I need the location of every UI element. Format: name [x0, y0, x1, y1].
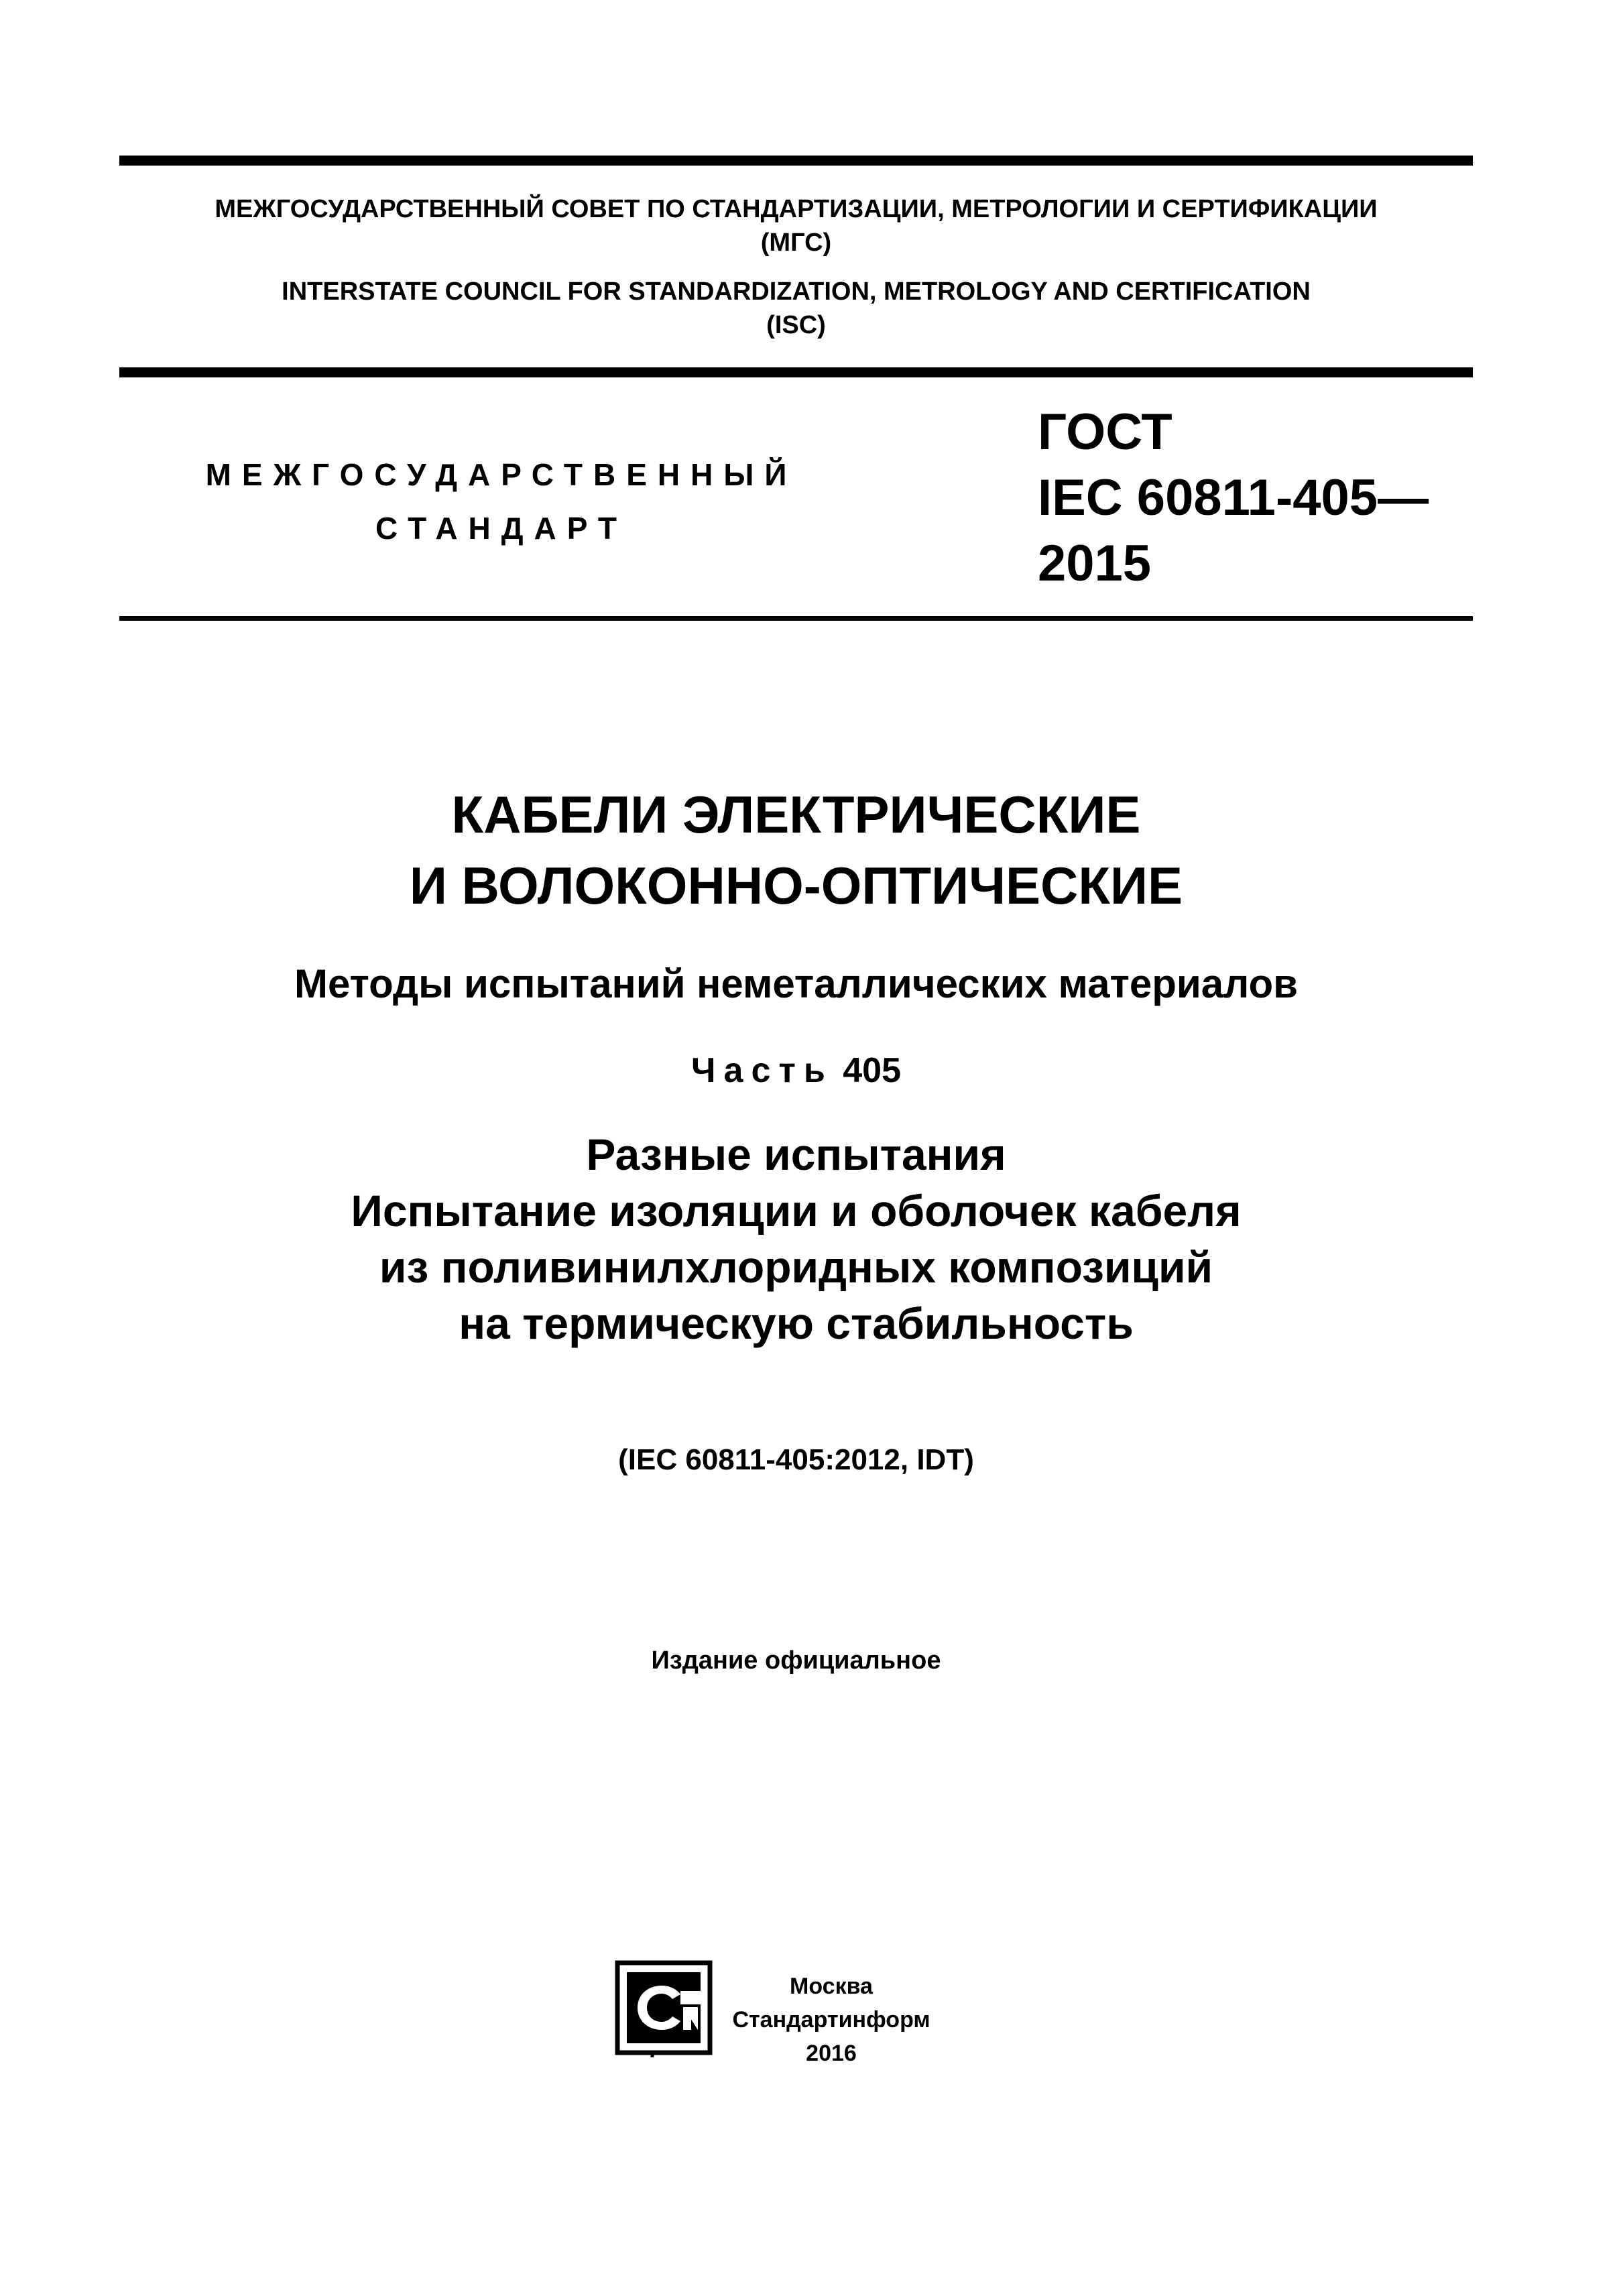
council-name-ru	[119, 192, 1473, 259]
middle-rule	[119, 367, 1473, 377]
standard-designation	[1038, 400, 1429, 597]
council-name-en	[119, 275, 1473, 342]
council-name-ru-line1: МЕЖГОСУДАРСТВЕННЫЙ СОВЕТ ПО СТАНДАРТИЗАЦИИ, МЕТРОЛОГИИ И СЕРТИФИКАЦИИ	[215, 195, 1378, 223]
part-number: 405	[843, 1051, 902, 1090]
document-subtitle: Методы испытаний неметаллических материалов	[294, 961, 1299, 1006]
council-abbr-ru: (МГС)	[760, 229, 832, 257]
document-title	[119, 779, 1473, 921]
iec-reference: (IEC 60811-405:2012, IDT)	[618, 1443, 974, 1476]
part-title-line1: Разные испытания	[586, 1130, 1006, 1179]
title-main-line2: И ВОЛОКОННО-ОПТИЧЕСКИЕ	[409, 856, 1183, 915]
designation-line1: ГОСТ	[1038, 404, 1173, 461]
title-main-line1: КАБЕЛИ ЭЛЕКТРИЧЕСКИЕ	[451, 785, 1141, 844]
designation-line3: 2015	[1038, 535, 1152, 592]
part-title-line2: Испытание изоляции и оболочек кабеля	[351, 1186, 1242, 1235]
publisher-info	[724, 1970, 939, 2070]
standard-kind	[119, 448, 884, 555]
part-label	[119, 1047, 1473, 1094]
publication-year: 2016	[806, 2041, 857, 2066]
part-title-line3: из поливинилхлоридных композиций	[379, 1242, 1213, 1292]
designation-line2: IEC 60811-405—	[1038, 469, 1429, 526]
publisher-city: Москва	[790, 1974, 873, 1999]
standard-kind-line2: СТАНДАРТ	[375, 511, 627, 546]
part-title	[119, 1126, 1473, 1351]
edition-note: Издание официальное	[651, 1646, 941, 1675]
council-name-en-line1: INTERSTATE COUNCIL FOR STANDARDIZATION, METROLOGY AND CERTIFICATION	[282, 278, 1311, 306]
top-rule	[119, 156, 1473, 166]
part-word: Часть	[690, 1051, 833, 1090]
part-title-line4: на термическую стабильность	[459, 1298, 1134, 1348]
council-abbr-en: (ISC)	[766, 311, 826, 339]
bottom-rule	[119, 616, 1473, 621]
publisher-name: Стандартинформ	[732, 2007, 930, 2033]
standard-kind-line1: МЕЖГОСУДАРСТВЕННЫЙ	[205, 457, 798, 492]
standartinform-logo-icon	[613, 1957, 714, 2058]
